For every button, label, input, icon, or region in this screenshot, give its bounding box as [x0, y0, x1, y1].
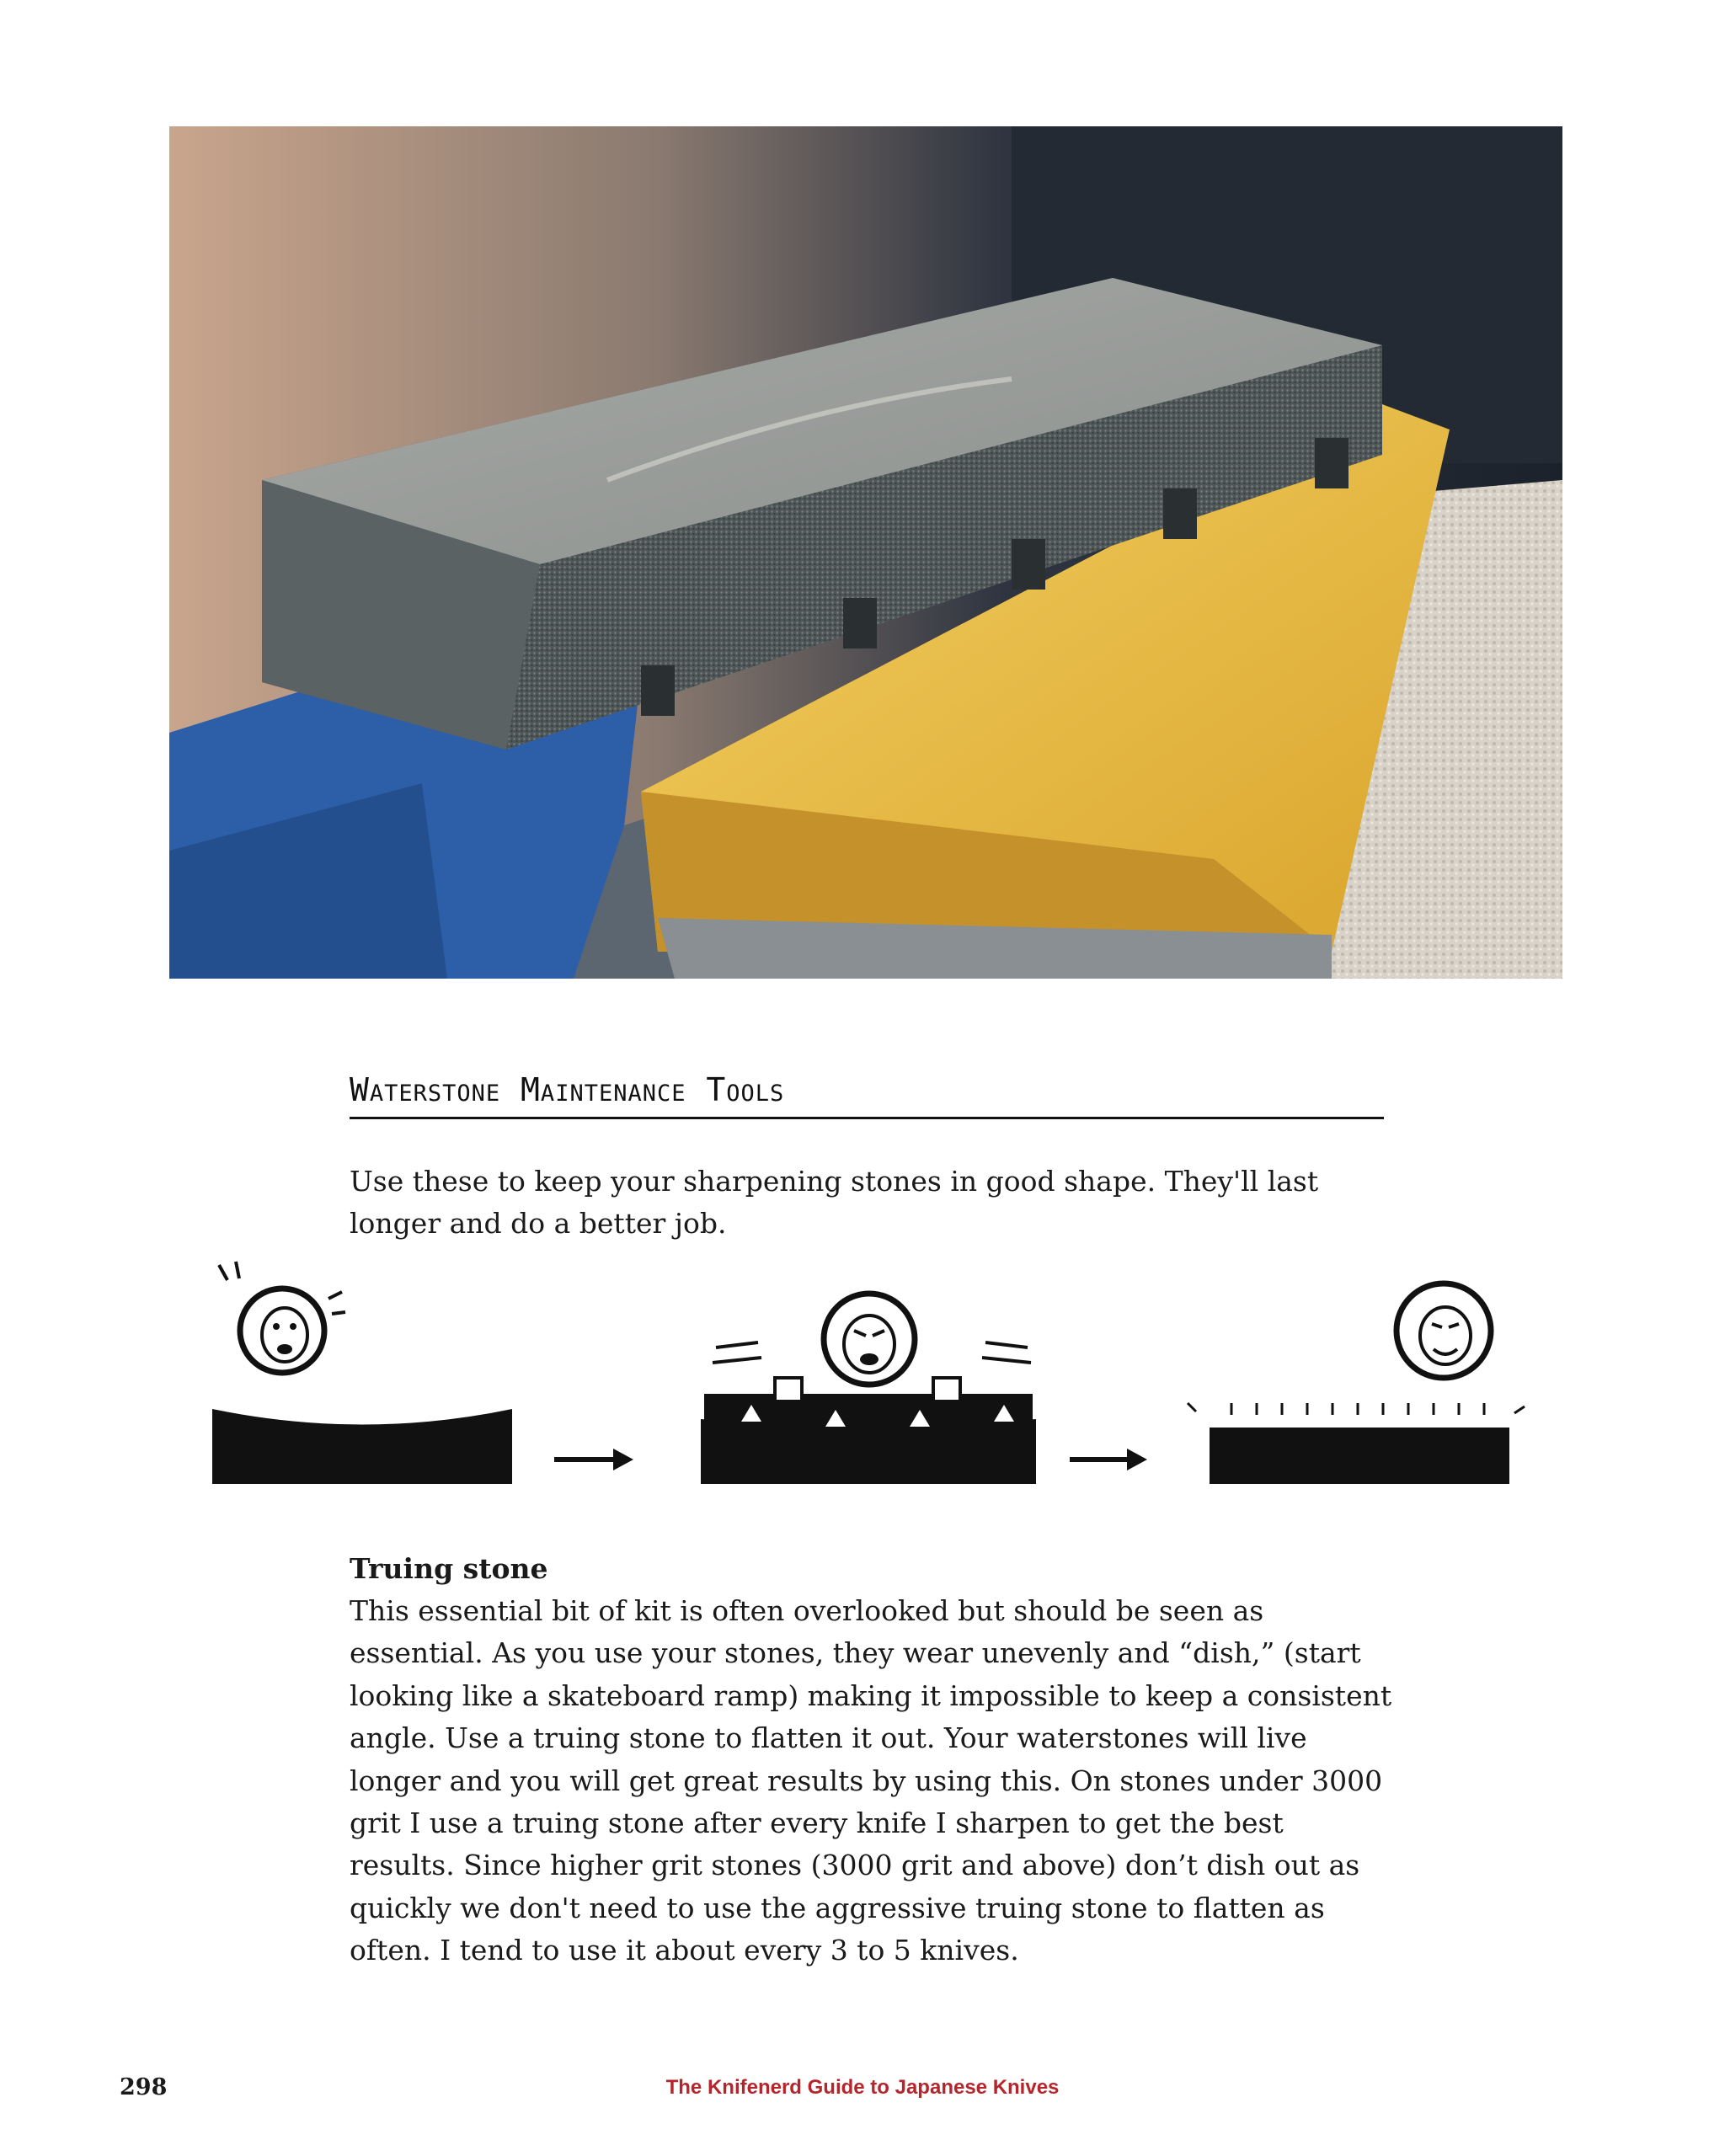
truing-stone-photo: [169, 126, 1562, 979]
effort-monkey-icon: [824, 1294, 915, 1385]
arrow-right-icon: [554, 1449, 633, 1470]
section-title: Waterstone Maintenance Tools: [350, 1071, 1384, 1119]
happy-monkey-icon: [1397, 1283, 1491, 1378]
truing-in-progress: [701, 1378, 1036, 1484]
truing-diagram: [202, 1255, 1533, 1499]
arrow-right-icon: [1070, 1449, 1147, 1470]
page-number: 298: [120, 2074, 168, 2100]
truing-stone-heading: Truing stone: [350, 1552, 548, 1585]
worried-monkey-icon: [219, 1262, 345, 1373]
intro-paragraph: Use these to keep your sharpening stones in good shape. They'll last longer and do a better job.: [350, 1165, 1319, 1240]
flat-stone: [1188, 1403, 1525, 1484]
dished-stone: [212, 1409, 512, 1484]
truing-stone-body: This essential bit of kit is often overlooked but should be seen as essential. As you use your stones, they wear unevenly and “dish,” (start looking like a skateboard ramp) making it impossible to keep a consistent angle. Use a truing stone to flatten it out. Your waterstones will live longer and you will get great results by using this. On stones under 3000 grit I use a truing stone after every knife I sharpen to get the best results. Since higher grit stones (3000 grit and above) don’t dish out as quickly we don't need to use the aggressive truing stone to flatten as often. I tend to use it about every 3 to 5 knives.: [350, 1594, 1392, 1967]
footer-book-title: The Knifenerd Guide to Japanese Knives: [665, 2076, 1060, 2099]
